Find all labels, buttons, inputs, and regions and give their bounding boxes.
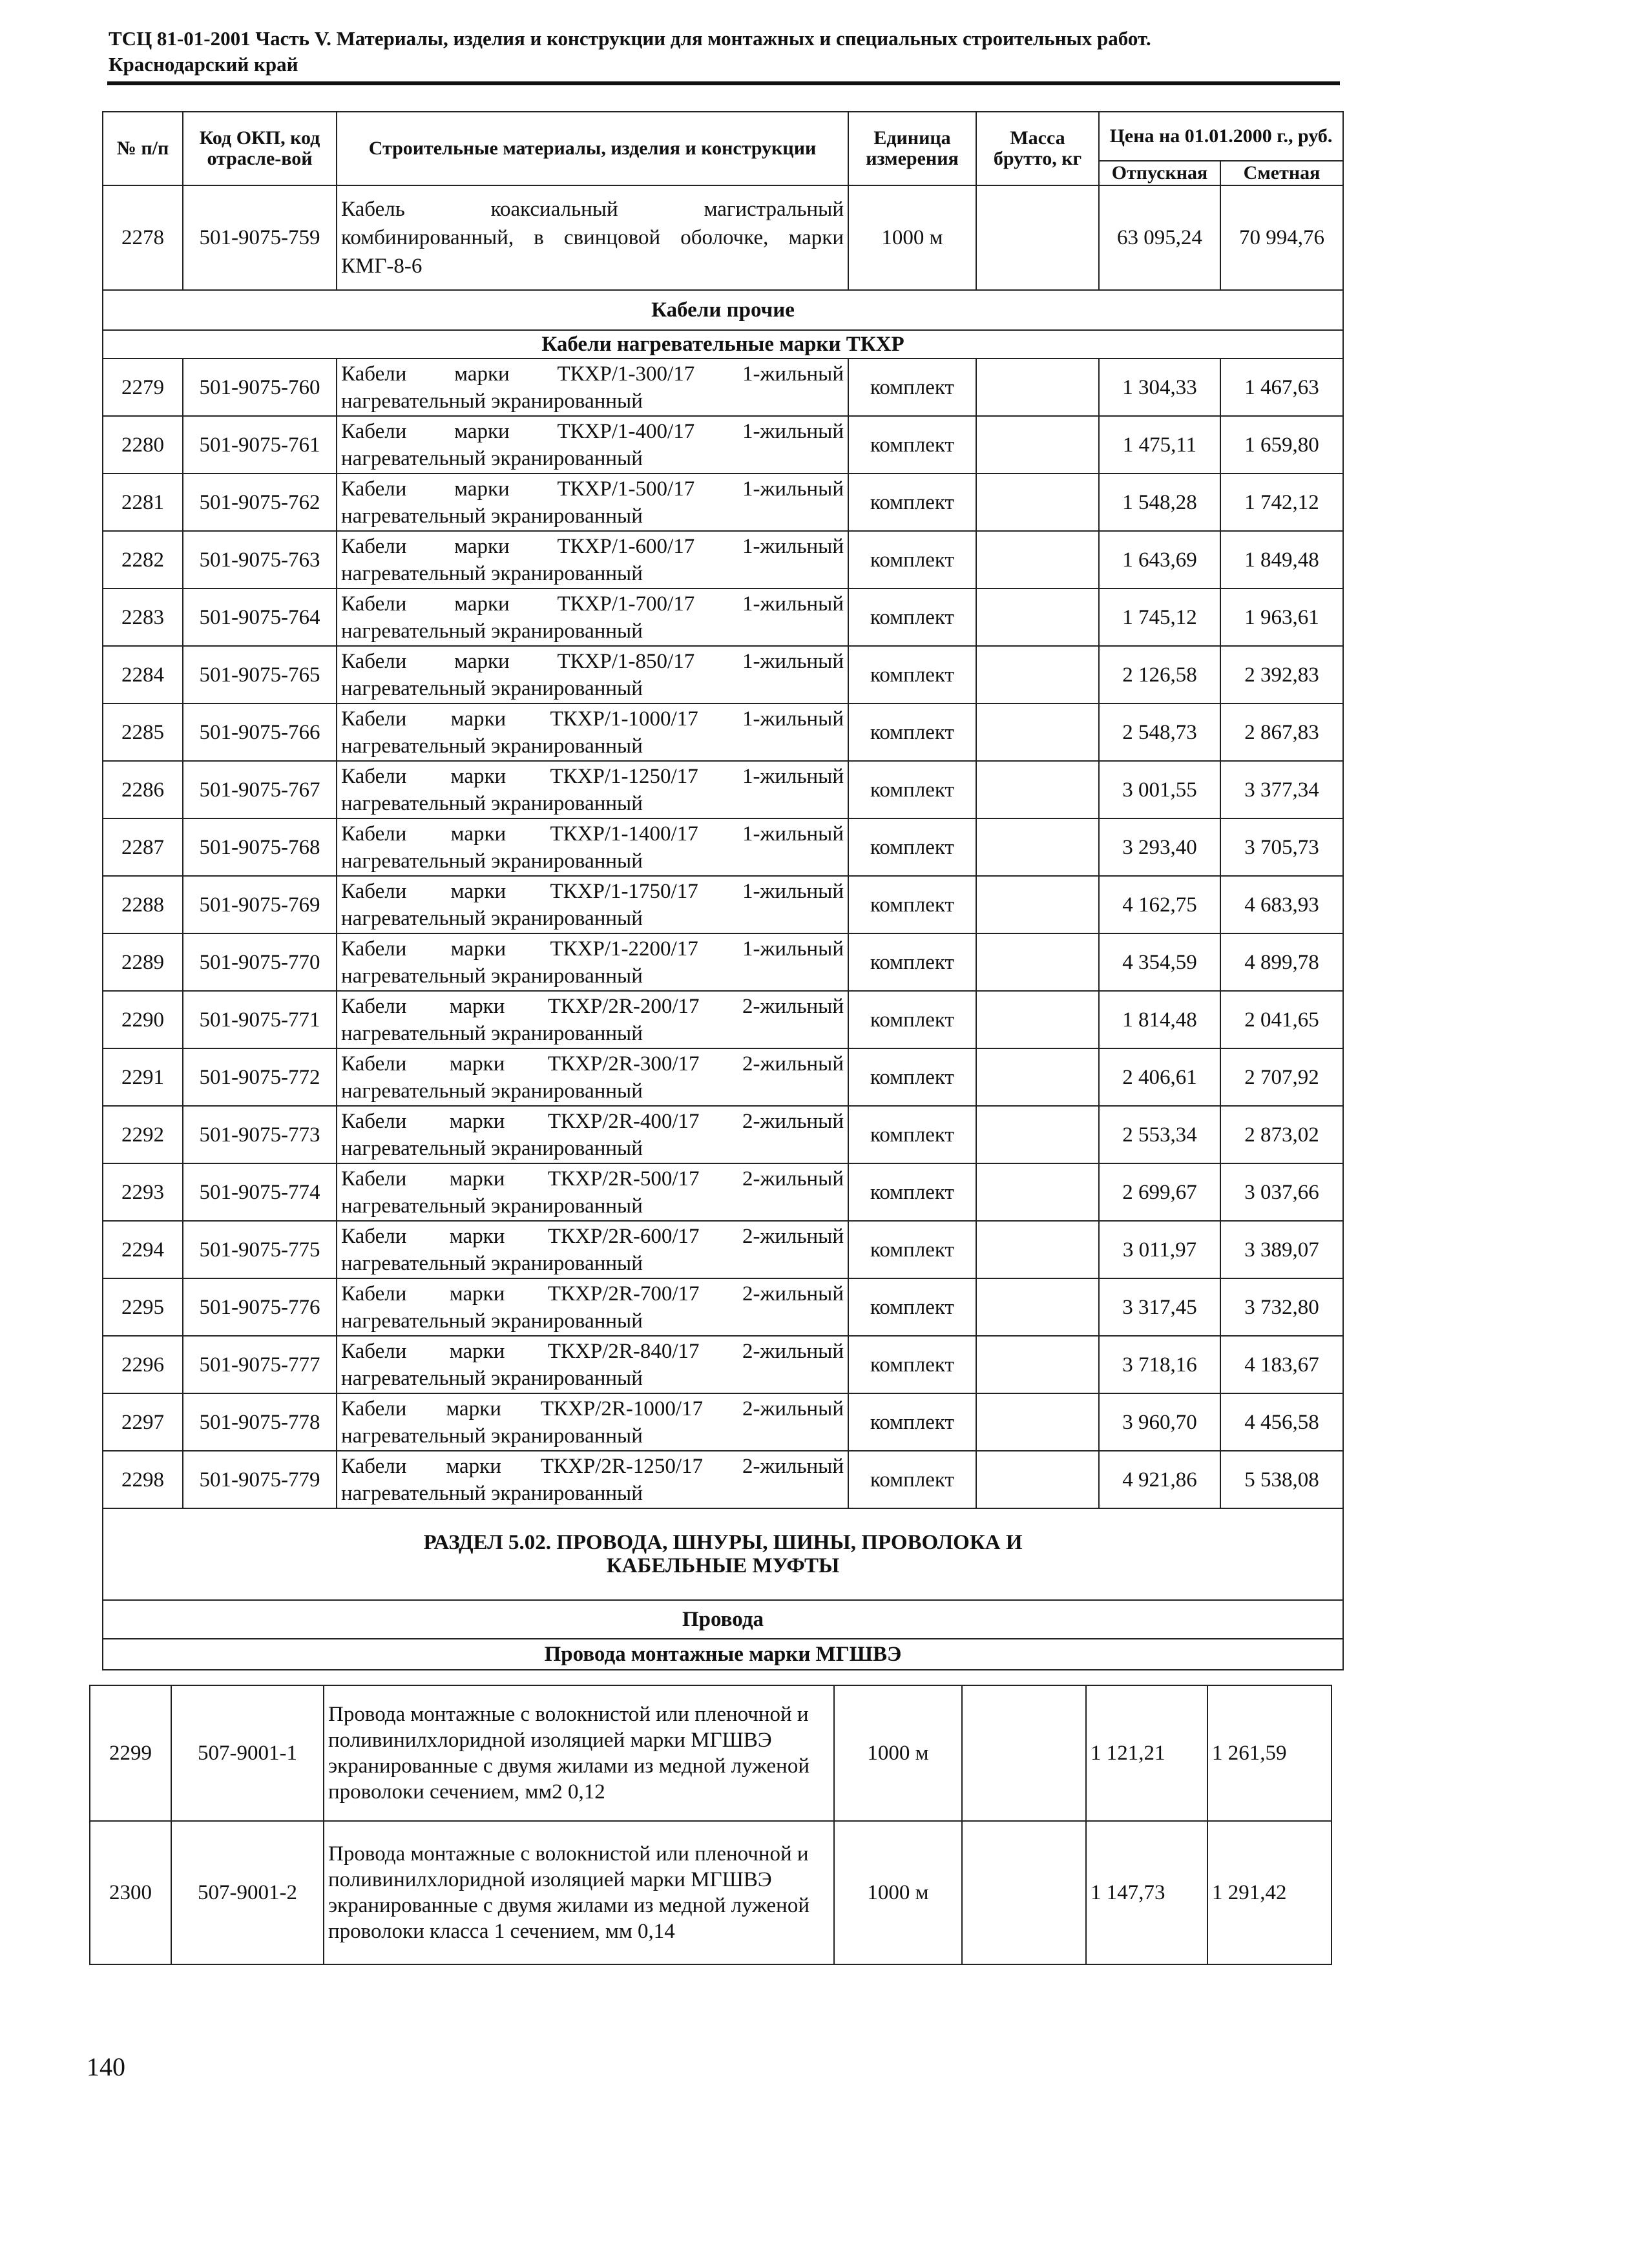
table-row (103, 1336, 1343, 1393)
row-mass (976, 818, 1099, 876)
table-row (103, 588, 1343, 646)
row-mass (962, 1821, 1086, 1964)
row-unit: комплект (848, 588, 976, 646)
row-unit: комплект (848, 359, 976, 416)
row-mass (976, 646, 1099, 703)
row-num: 2291 (103, 1048, 183, 1106)
table-row (90, 1821, 1331, 1964)
row-name: Кабели марки ТКХР/2R-1000/17 2-жильный нагревательный экранированный (337, 1393, 848, 1451)
price-table (102, 111, 1344, 1670)
col-mass-header: Масса брутто, кг (976, 112, 1099, 185)
table-row (103, 1106, 1343, 1163)
row-release-price: 2 553,34 (1099, 1106, 1220, 1163)
col-code-header: Код ОКП, код отрасле-вой (183, 112, 337, 185)
row-release-price: 4 162,75 (1099, 876, 1220, 933)
row-mass (976, 1048, 1099, 1106)
header-region: Краснодарский край (109, 53, 298, 76)
row-release-price: 1 643,69 (1099, 531, 1220, 588)
row-name: Кабели марки ТКХР/2R-600/17 2-жильный нагревательный экранированный (337, 1221, 848, 1278)
table-row (103, 359, 1343, 416)
row-code: 501-9075-759 (183, 185, 337, 290)
row-estimate-price: 5 538,08 (1220, 1451, 1343, 1508)
row-unit: комплект (848, 531, 976, 588)
row-name: Провода монтажные с волокнистой или пленочной и поливинилхлоридной изоляцией марки МГШВЭ экранированные с двумя жилами из медной луженой проволоки сечением, мм2 0,12 (324, 1685, 834, 1821)
row-estimate-price: 1 467,63 (1220, 359, 1343, 416)
row-num: 2290 (103, 991, 183, 1048)
row-name: Кабели марки ТКХР/1-300/17 1-жильный нагревательный экранированный (337, 359, 848, 416)
row-release-price: 4 921,86 (1099, 1451, 1220, 1508)
row-mass (976, 185, 1099, 290)
row-mass (962, 1685, 1086, 1821)
row-estimate-price: 1 659,80 (1220, 416, 1343, 473)
row-mass (976, 1106, 1099, 1163)
document-header (109, 26, 1336, 78)
row-code: 501-9075-770 (183, 933, 337, 991)
row-mass (976, 531, 1099, 588)
col-unit-header: Единица измерения (848, 112, 976, 185)
row-unit: комплект (848, 1106, 976, 1163)
row-code: 501-9075-774 (183, 1163, 337, 1221)
page-number: 140 (87, 2052, 125, 2081)
row-num: 2292 (103, 1106, 183, 1163)
row-mass (976, 1336, 1099, 1393)
section-502-line1: РАЗДЕЛ 5.02. ПРОВОДА, ШНУРЫ, ШИНЫ, ПРОВОЛОКА И (423, 1531, 1023, 1554)
row-mass (976, 1221, 1099, 1278)
subsection-heading-tkxr: Кабели нагревательные марки ТКХР (103, 330, 1343, 359)
row-estimate-price: 1 291,42 (1207, 1821, 1331, 1964)
table-row (103, 531, 1343, 588)
row-mass (976, 876, 1099, 933)
row-release-price: 1 745,12 (1099, 588, 1220, 646)
table-row (103, 185, 1343, 290)
row-mass (976, 1163, 1099, 1221)
col-release-header: Отпускная (1099, 161, 1220, 185)
row-release-price: 3 001,55 (1099, 761, 1220, 818)
row-num: 2299 (90, 1685, 171, 1821)
row-num: 2282 (103, 531, 183, 588)
row-release-price: 3 960,70 (1099, 1393, 1220, 1451)
row-code: 501-9075-778 (183, 1393, 337, 1451)
table-row (103, 876, 1343, 933)
row-num: 2281 (103, 473, 183, 531)
row-unit: комплект (848, 1278, 976, 1336)
row-estimate-price: 3 705,73 (1220, 818, 1343, 876)
row-release-price: 1 121,21 (1086, 1685, 1207, 1821)
row-num: 2280 (103, 416, 183, 473)
section-502-line2: КАБЕЛЬНЫЕ МУФТЫ (606, 1554, 840, 1577)
row-unit: комплект (848, 1336, 976, 1393)
row-code: 501-9075-762 (183, 473, 337, 531)
row-mass (976, 1278, 1099, 1336)
row-release-price: 63 095,24 (1099, 185, 1220, 290)
row-release-price: 2 406,61 (1099, 1048, 1220, 1106)
row-code: 501-9075-763 (183, 531, 337, 588)
row-name: Кабель коаксиальный магистральный комбинированный, в свинцовой оболочке, марки КМГ-8-6 (337, 185, 848, 290)
row-mass (976, 588, 1099, 646)
table-row (103, 646, 1343, 703)
row-name: Кабели марки ТКХР/1-700/17 1-жильный нагревательный экранированный (337, 588, 848, 646)
row-unit: комплект (848, 876, 976, 933)
col-price-header: Цена на 01.01.2000 г., руб. (1099, 112, 1343, 161)
table-row (103, 703, 1343, 761)
row-name: Кабели марки ТКХР/1-850/17 1-жильный нагревательный экранированный (337, 646, 848, 703)
row-code: 501-9075-769 (183, 876, 337, 933)
row-estimate-price: 4 683,93 (1220, 876, 1343, 933)
section-heading-other-cables: Кабели прочие (103, 290, 1343, 330)
row-unit: комплект (848, 416, 976, 473)
row-code: 501-9075-766 (183, 703, 337, 761)
row-release-price: 4 354,59 (1099, 933, 1220, 991)
row-name: Кабели марки ТКХР/2R-300/17 2-жильный нагревательный экранированный (337, 1048, 848, 1106)
col-estimate-header: Сметная (1220, 161, 1343, 185)
table-row (103, 933, 1343, 991)
table-row (103, 761, 1343, 818)
row-name: Кабели марки ТКХР/2R-400/17 2-жильный нагревательный экранированный (337, 1106, 848, 1163)
row-release-price: 1 304,33 (1099, 359, 1220, 416)
row-estimate-price: 2 873,02 (1220, 1106, 1343, 1163)
row-mass (976, 703, 1099, 761)
row-estimate-price: 1 261,59 (1207, 1685, 1331, 1821)
row-code: 501-9075-773 (183, 1106, 337, 1163)
row-estimate-price: 3 389,07 (1220, 1221, 1343, 1278)
row-name: Кабели марки ТКХР/2R-200/17 2-жильный нагревательный экранированный (337, 991, 848, 1048)
row-release-price: 3 011,97 (1099, 1221, 1220, 1278)
row-num: 2278 (103, 185, 183, 290)
row-name: Кабели марки ТКХР/1-1250/17 1-жильный нагревательный экранированный (337, 761, 848, 818)
row-unit: комплект (848, 1221, 976, 1278)
table-row (103, 991, 1343, 1048)
row-release-price: 1 814,48 (1099, 991, 1220, 1048)
row-name: Кабели марки ТКХР/1-400/17 1-жильный нагревательный экранированный (337, 416, 848, 473)
row-code: 501-9075-771 (183, 991, 337, 1048)
header-rule (107, 81, 1340, 85)
row-release-price: 1 147,73 (1086, 1821, 1207, 1964)
row-estimate-price: 2 041,65 (1220, 991, 1343, 1048)
row-num: 2298 (103, 1451, 183, 1508)
row-num: 2289 (103, 933, 183, 991)
row-estimate-price: 1 742,12 (1220, 473, 1343, 531)
row-num: 2296 (103, 1336, 183, 1393)
row-unit: 1000 м (848, 185, 976, 290)
row-estimate-price: 3 037,66 (1220, 1163, 1343, 1221)
row-name: Провода монтажные с волокнистой или пленочной и поливинилхлоридной изоляцией марки МГШВЭ экранированные с двумя жилами из медной луженой проволоки класса 1 сечением, мм 0,14 (324, 1821, 834, 1964)
row-estimate-price: 3 377,34 (1220, 761, 1343, 818)
row-unit: комплект (848, 1393, 976, 1451)
row-name: Кабели марки ТКХР/2R-840/17 2-жильный нагревательный экранированный (337, 1336, 848, 1393)
row-estimate-price: 1 963,61 (1220, 588, 1343, 646)
row-release-price: 1 475,11 (1099, 416, 1220, 473)
row-release-price: 3 293,40 (1099, 818, 1220, 876)
row-name: Кабели марки ТКХР/2R-1250/17 2-жильный нагревательный экранированный (337, 1451, 848, 1508)
row-release-price: 2 699,67 (1099, 1163, 1220, 1221)
row-code: 501-9075-777 (183, 1336, 337, 1393)
row-estimate-price: 2 867,83 (1220, 703, 1343, 761)
row-code: 501-9075-776 (183, 1278, 337, 1336)
row-release-price: 3 317,45 (1099, 1278, 1220, 1336)
row-name: Кабели марки ТКХР/1-1400/17 1-жильный нагревательный экранированный (337, 818, 848, 876)
row-unit: комплект (848, 1163, 976, 1221)
row-code: 501-9075-772 (183, 1048, 337, 1106)
row-num: 2287 (103, 818, 183, 876)
row-unit: комплект (848, 761, 976, 818)
table-row (103, 1393, 1343, 1451)
row-num: 2297 (103, 1393, 183, 1451)
col-name-header: Строительные материалы, изделия и конструкции (337, 112, 848, 185)
row-num: 2286 (103, 761, 183, 818)
row-name: Кабели марки ТКХР/1-600/17 1-жильный нагревательный экранированный (337, 531, 848, 588)
row-estimate-price: 1 849,48 (1220, 531, 1343, 588)
row-num: 2293 (103, 1163, 183, 1221)
table-row (103, 1221, 1343, 1278)
row-code: 501-9075-767 (183, 761, 337, 818)
row-name: Кабели марки ТКХР/1-1750/17 1-жильный нагревательный экранированный (337, 876, 848, 933)
row-estimate-price: 4 183,67 (1220, 1336, 1343, 1393)
row-estimate-price: 3 732,80 (1220, 1278, 1343, 1336)
row-mass (976, 991, 1099, 1048)
row-unit: 1000 м (834, 1821, 962, 1964)
row-num: 2300 (90, 1821, 171, 1964)
table-row (103, 818, 1343, 876)
table-row (103, 1451, 1343, 1508)
table-row (103, 1163, 1343, 1221)
row-release-price: 1 548,28 (1099, 473, 1220, 531)
subsection-heading-mgshve: Провода монтажные марки МГШВЭ (103, 1639, 1343, 1670)
row-name: Кабели марки ТКХР/2R-700/17 2-жильный нагревательный экранированный (337, 1278, 848, 1336)
header-title: ТСЦ 81-01-2001 Часть V. Материалы, изделия и конструкции для монтажных и специальных строительных работ. (109, 27, 1151, 50)
row-unit: комплект (848, 933, 976, 991)
subsection-heading-wires: Провода (103, 1600, 1343, 1639)
row-estimate-price: 2 392,83 (1220, 646, 1343, 703)
row-code: 501-9075-760 (183, 359, 337, 416)
row-estimate-price: 70 994,76 (1220, 185, 1343, 290)
row-num: 2295 (103, 1278, 183, 1336)
col-num-header: № п/п (103, 112, 183, 185)
row-code: 501-9075-768 (183, 818, 337, 876)
row-code: 507-9001-1 (171, 1685, 324, 1821)
row-name: Кабели марки ТКХР/1-2200/17 1-жильный нагревательный экранированный (337, 933, 848, 991)
row-unit: комплект (848, 991, 976, 1048)
table-row (103, 473, 1343, 531)
row-mass (976, 359, 1099, 416)
row-num: 2288 (103, 876, 183, 933)
row-mass (976, 1451, 1099, 1508)
row-mass (976, 1393, 1099, 1451)
row-num: 2284 (103, 646, 183, 703)
row-name: Кабели марки ТКХР/1-500/17 1-жильный нагревательный экранированный (337, 473, 848, 531)
row-unit: комплект (848, 473, 976, 531)
row-code: 501-9075-761 (183, 416, 337, 473)
row-num: 2283 (103, 588, 183, 646)
row-release-price: 3 718,16 (1099, 1336, 1220, 1393)
row-unit: 1000 м (834, 1685, 962, 1821)
row-estimate-price: 4 899,78 (1220, 933, 1343, 991)
row-unit: комплект (848, 703, 976, 761)
row-release-price: 2 126,58 (1099, 646, 1220, 703)
row-unit: комплект (848, 818, 976, 876)
row-mass (976, 761, 1099, 818)
table-row (90, 1685, 1331, 1821)
row-estimate-price: 4 456,58 (1220, 1393, 1343, 1451)
row-mass (976, 933, 1099, 991)
section-heading-502 (103, 1508, 1343, 1600)
table-row (103, 1048, 1343, 1106)
table-row (103, 1278, 1343, 1336)
row-num: 2285 (103, 703, 183, 761)
row-unit: комплект (848, 1451, 976, 1508)
row-num: 2294 (103, 1221, 183, 1278)
row-unit: комплект (848, 1048, 976, 1106)
table-row (103, 416, 1343, 473)
row-num: 2279 (103, 359, 183, 416)
row-code: 507-9001-2 (171, 1821, 324, 1964)
row-code: 501-9075-764 (183, 588, 337, 646)
row-name: Кабели марки ТКХР/1-1000/17 1-жильный нагревательный экранированный (337, 703, 848, 761)
row-code: 501-9075-765 (183, 646, 337, 703)
row-mass (976, 473, 1099, 531)
row-mass (976, 416, 1099, 473)
row-code: 501-9075-779 (183, 1451, 337, 1508)
row-release-price: 2 548,73 (1099, 703, 1220, 761)
row-code: 501-9075-775 (183, 1221, 337, 1278)
row-unit: комплект (848, 646, 976, 703)
wire-price-table (89, 1685, 1332, 1965)
row-estimate-price: 2 707,92 (1220, 1048, 1343, 1106)
row-name: Кабели марки ТКХР/2R-500/17 2-жильный нагревательный экранированный (337, 1163, 848, 1221)
